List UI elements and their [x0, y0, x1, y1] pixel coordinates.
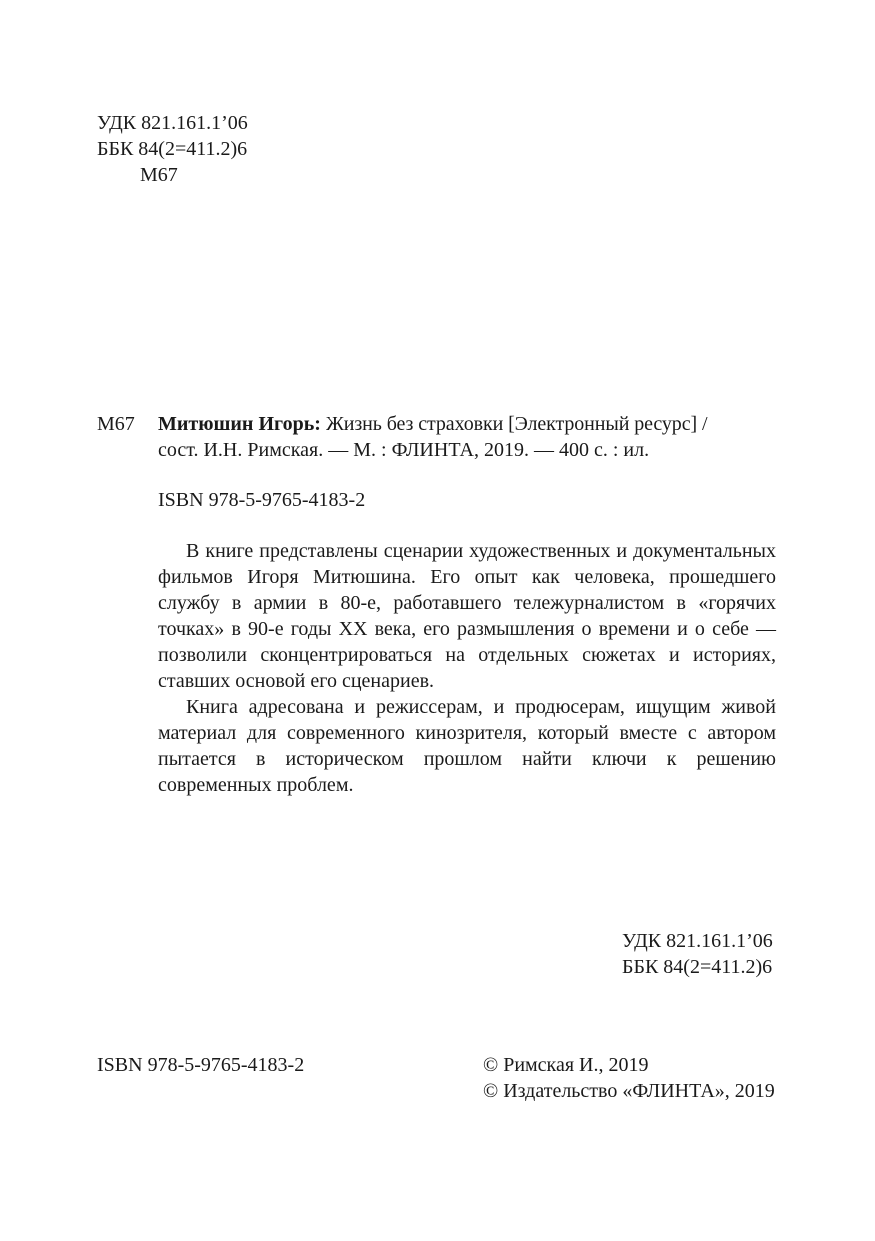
entry-author: Митюшин Игорь:: [158, 413, 321, 435]
copyright-compiler: © Римская И., 2019: [483, 1054, 649, 1076]
top-bbk-code: ББК 84(2=411.2)6: [97, 138, 248, 160]
entry-title: Жизнь без страховки [Электронный ресурс] /: [325, 413, 708, 435]
top-author-mark: М67: [140, 164, 178, 186]
bottom-bbk-code: ББК 84(2=411.2)6: [622, 956, 773, 978]
entry-author-mark: М67: [97, 413, 135, 435]
top-udk-code: УДК 821.161.1’06: [97, 112, 248, 134]
entry-line-1: [158, 411, 776, 437]
annotation-paragraph-2: Книга адресована и режиссерам, и продюсерам, ищущим живой материал для современного кинозрителя, который вместе с автором пытается в историческом прошлом найти ключи к решению современных проблем.: [158, 696, 776, 796]
entry-isbn: ISBN 978-5-9765-4183-2: [158, 489, 366, 511]
copyright-publisher: © Издательство «ФЛИНТА», 2019: [483, 1080, 775, 1102]
bibliographic-entry: [158, 411, 776, 463]
footer-isbn: ISBN 978-5-9765-4183-2: [97, 1054, 305, 1076]
bottom-udk-code: УДК 821.161.1’06: [622, 930, 773, 952]
entry-line-2: сост. И.Н. Римская. — М. : ФЛИНТА, 2019. — 400 с. : ил.: [158, 439, 650, 461]
annotation: [158, 538, 776, 798]
annotation-paragraph-1: В книге представлены сценарии художественных и документальных фильмов Игоря Митюшина. Его опыт как человека, прошедшего службу в армии в 80-е, работавшего тележурналистом в «горячих точках» в 90-е годы XX века, его размышления о времени и о себе — позволили сконцентрироваться на отдельных сюжетах и историях, ставших основой его сценариев.: [158, 540, 776, 692]
